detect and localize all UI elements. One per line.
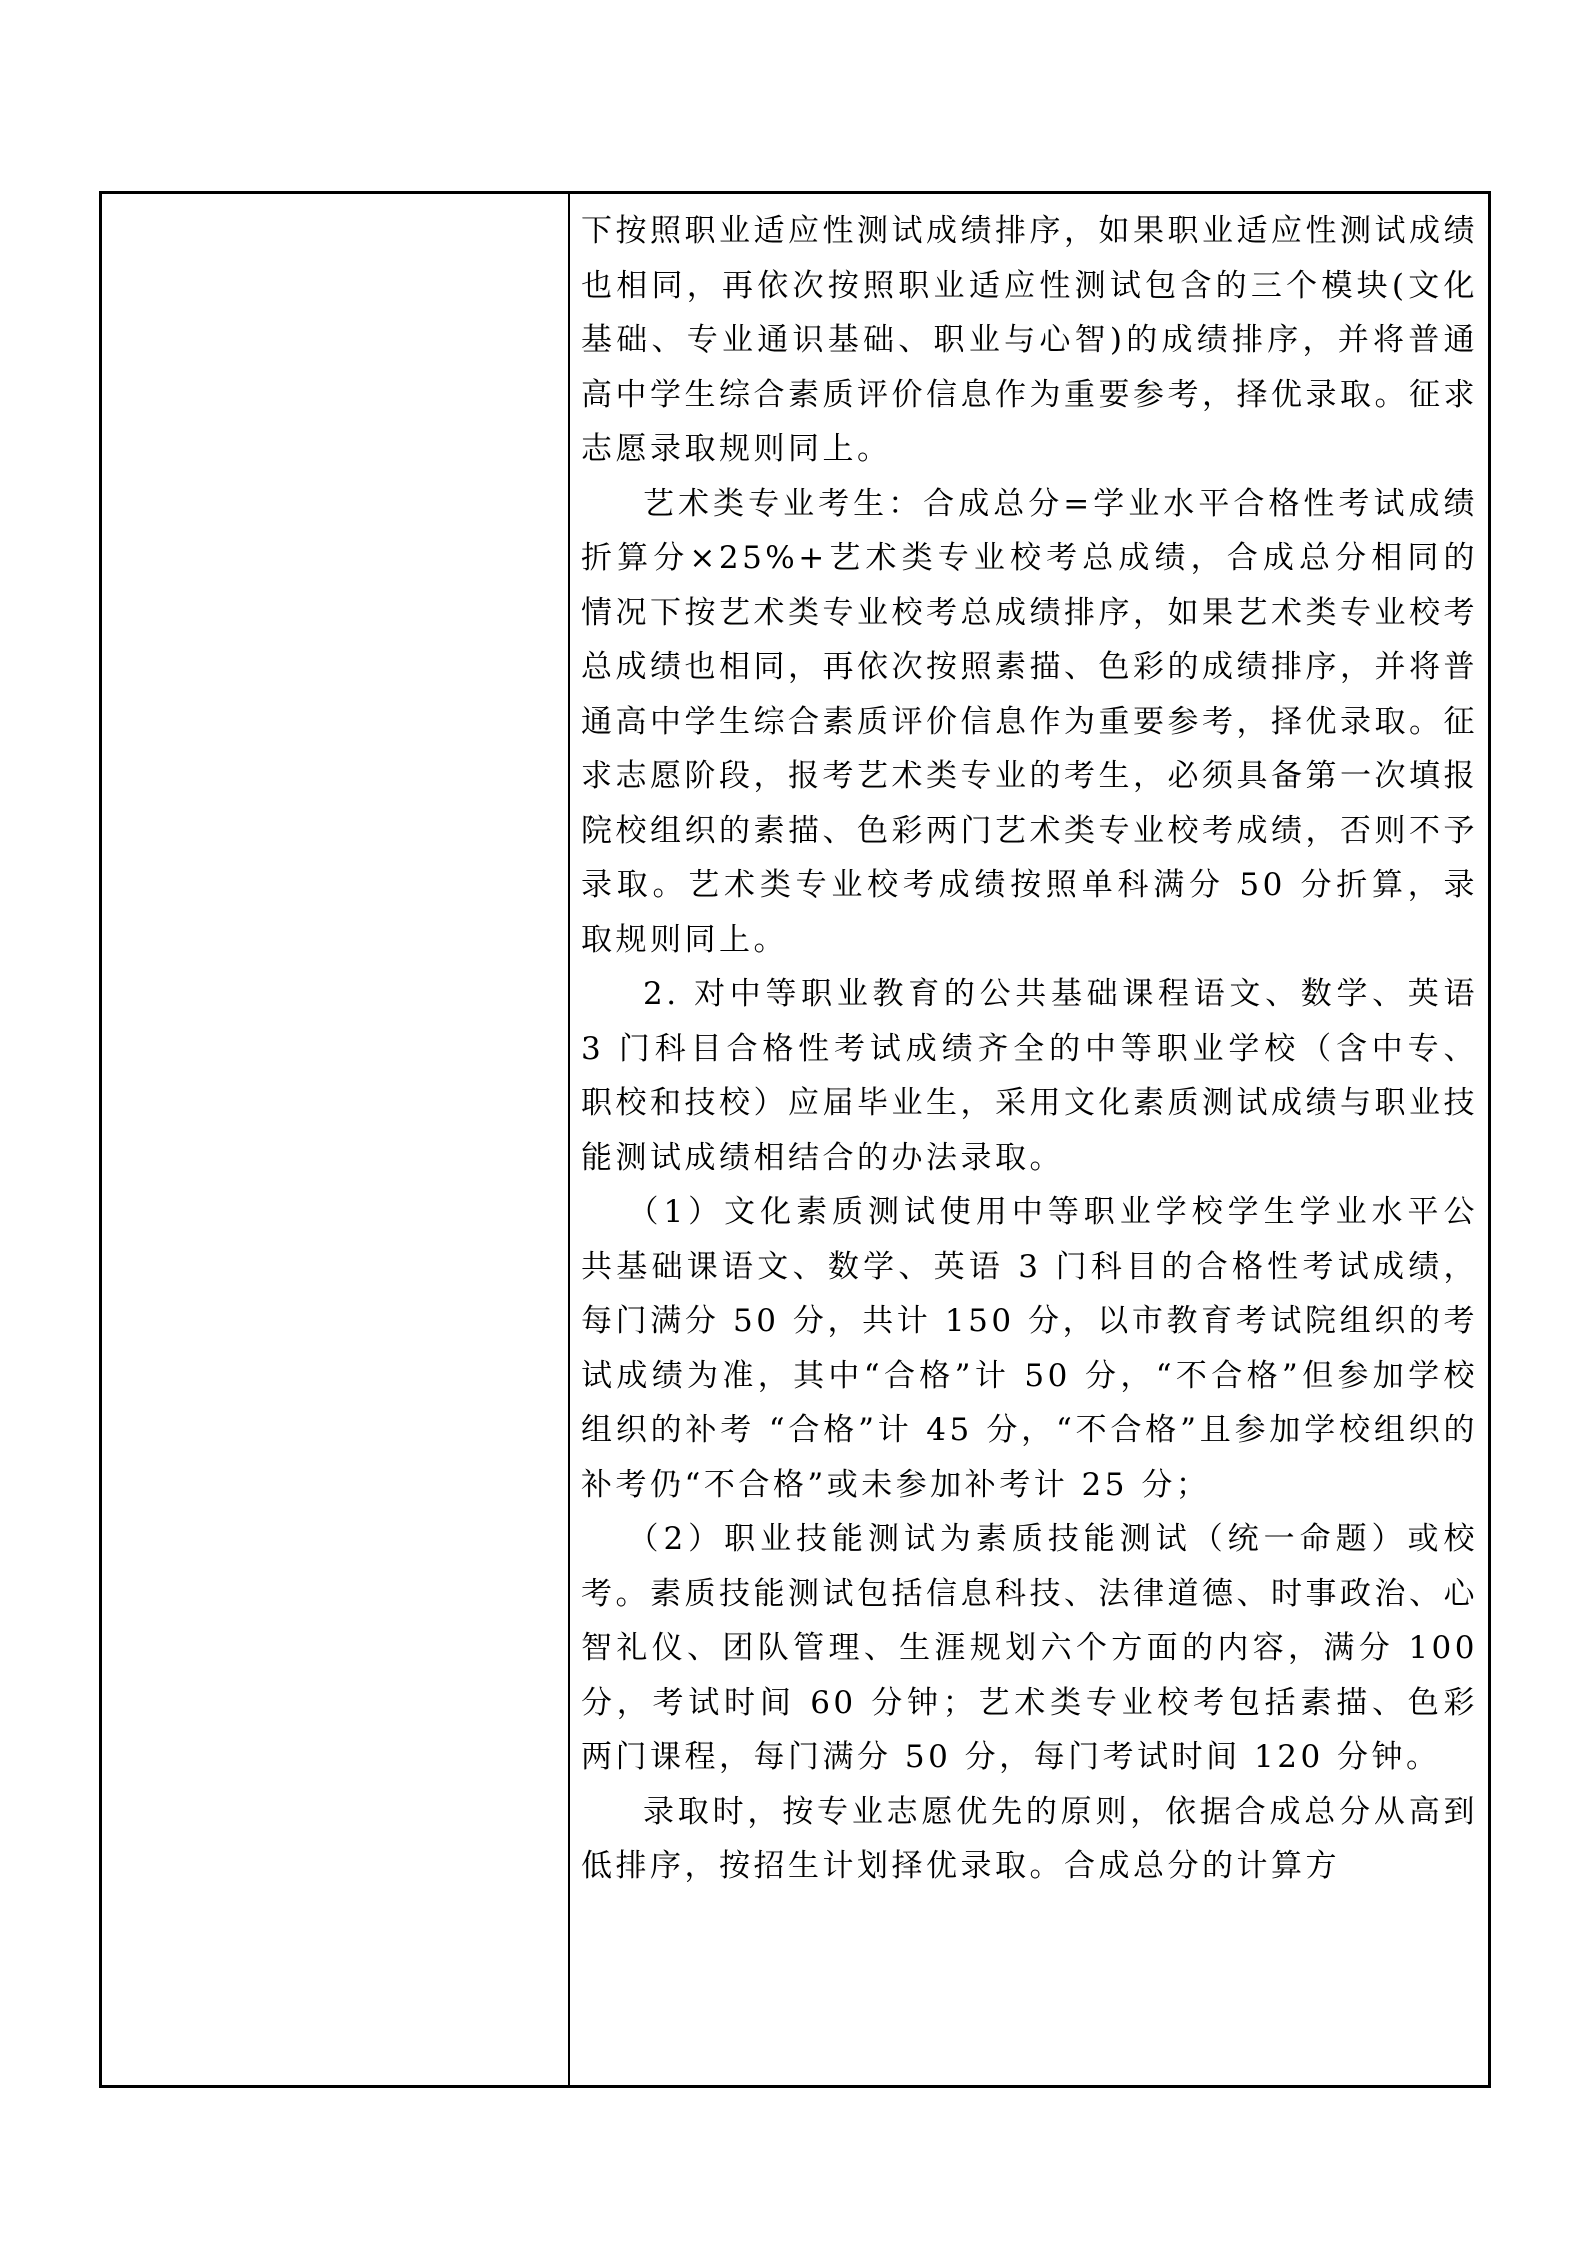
paragraph-admission-principle: 录取时，按专业志愿优先的原则，依据合成总分从高到低排序，按招生计划择优录取。合成总分的计算方 [581, 1793, 1478, 1884]
content-table [99, 191, 1491, 2088]
paragraph-skill-test: （2）职业技能测试为素质技能测试（统一命题）或校考。素质技能测试包括信息科技、法律道德、时事政治、心智礼仪、团队管理、生涯规划六个方面的内容，满分 100 分，考试时间 60 分钟；艺术类专业校考包括素描、色彩两门课程，每门满分 50 分，每门考试时间 120 分钟。 [581, 1521, 1478, 1775]
paragraph-vocational-graduates: 2. 对中等职业教育的公共基础课程语文、数学、英语 3 门科目合格性考试成绩齐全的中等职业学校（含中专、职校和技校）应届毕业生，采用文化素质测试成绩与职业技能测试成绩相结合的办法录取。 [581, 976, 1478, 1176]
paragraph-admission-order: 下按照职业适应性测试成绩排序，如果职业适应性测试成绩也相同，再依次按照职业适应性测试包含的三个模块(文化基础、专业通识基础、职业与心智)的成绩排序，并将普通高中学生综合素质评价信息作为重要参考，择优录取。征求志愿录取规则同上。 [581, 213, 1478, 467]
table-right-cell [570, 194, 1488, 2085]
paragraph-cultural-test: （1）文化素质测试使用中等职业学校学生学业水平公共基础课语文、数学、英语 3 门科目的合格性考试成绩，每门满分 50 分，共计 150 分，以市教育考试院组织的考试成绩为准，其中“合格”计 50 分，“不合格”但参加学校组织的补考 “合格”计 45 分，“不合格”且参加学校组织的补考仍“不合格”或未参加补考计 25 分； [581, 1194, 1478, 1503]
table-left-cell [102, 194, 570, 2085]
paragraph-art-majors: 艺术类专业考生：合成总分=学业水平合格性考试成绩折算分×25%+艺术类专业校考总成绩，合成总分相同的情况下按艺术类专业校考总成绩排序，如果艺术类专业校考总成绩也相同，再依次按照素描、色彩的成绩排序，并将普通高中学生综合素质评价信息作为重要参考，择优录取。征求志愿阶段，报考艺术类专业的考生，必须具备第一次填报院校组织的素描、色彩两门艺术类专业校考成绩，否则不予录取。艺术类专业校考成绩按照单科满分 50 分折算，录取规则同上。 [581, 485, 1478, 958]
